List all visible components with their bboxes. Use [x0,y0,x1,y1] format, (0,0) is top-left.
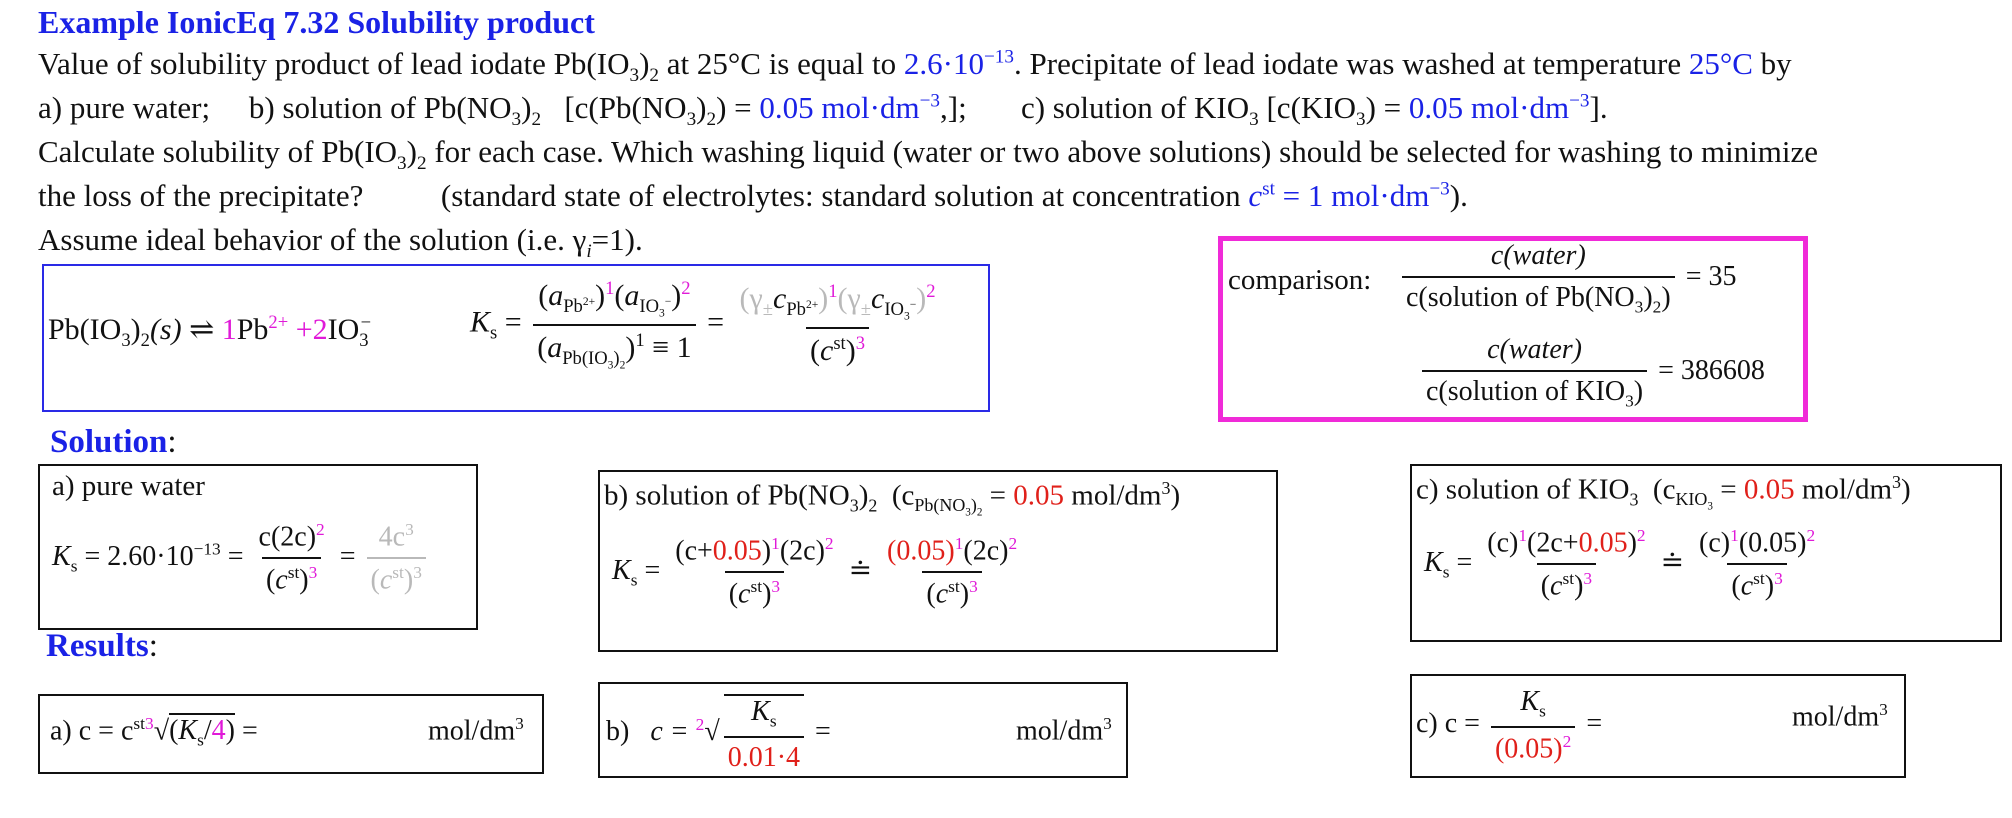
case-b-equation: $K_s$ = $\frac{(c+0.05)^1(2c)^2}{(c^{st})^3}$ ≐ $\frac{(0.05)^1(2c)^2}{(c^{st})^3}$ [612,534,1018,610]
ks-activity-fraction: $\frac{(a_{Pb^{2+}})^1(a_{IO_3^-})^2}{(a_{Pb(IO_3)_2})^1 \equiv 1}$ [533,278,695,371]
page-title: Example IonicEq 7.32 Solubility product [38,4,595,40]
ks-concentration-fraction: $\frac{(\gamma_\pm c_{Pb^{2+}})^1(\gamma_\pm c_{IO_3^-})^2}{(c^{st})^3}$ [739,281,936,368]
result-a-equation: a) $c = c^{st3}√(K_s/4)$ = [50,714,258,750]
solution-heading: Solution: [50,424,177,460]
results-heading: Results: [46,628,158,664]
case-a-title: a) pure water [52,470,205,502]
problem-line-1: Value of solubility product of lead iodate $Pb(IO_3)_2$ at 25°C is equal to $2.6\cdot 10^{-13}$. Precipitate of lead iodate was washed at temperature 25°C by [38,46,1792,87]
comparison-ratio-1: $\frac{\text{c(water)}}{c(solution of Pb(NO_3)_2)}$ = 35 [1398,240,1736,318]
result-b-unit: mol/$dm^3$ [1016,714,1112,747]
result-c-unit: mol/$dm^3$ [1792,700,1888,733]
reaction-equation: $Pb(IO_3)_2(s)$ ⇌ $1Pb^{2+} +2IO_3^-$ [48,312,372,351]
problem-line-4: the loss of the precipitate? (standard state of electrolytes: standard solution at concentration $c^{st} = 1$ $mol\cdot dm^{-3}$). [38,178,1468,213]
result-c-equation: c) c = $\frac{K_s}{(0.05)^2}$ = [1416,686,1603,764]
result-b-equation: b) c = $^2$√ $\frac{K_s}{0.01\cdot 4}$ = [606,696,831,773]
problem-line-3: Calculate solubility of $Pb(IO_3)_2$ for each case. Which washing liquid (water or two above solutions) should be selected for washing to minimize [38,134,1819,175]
comparison-ratio-2: $\frac{\text{c(water)}}{c(solution of KIO_3)}$ = 386608 [1418,334,1765,412]
problem-line-2: a) pure water; b) solution of $Pb(NO_3)_2$ [$c(Pb(NO_3)_2) = 0.05$ $mol\cdot dm^{-3}$,]; c) solution of $KIO_3$ [$c(KIO_3) = 0.05$ $mol\cdot dm^{-3}$]. [38,90,1608,131]
case-c-equation: $K_s$ = $\frac{(c)^1(2c+0.05)^2}{(c^{st})^3}$ ≐ $\frac{(c)^1(0.05)^2}{(c^{st})^3}$ [1424,526,1816,602]
ks-definition: $K_s$ = $\frac{(a_{Pb^{2+}})^1(a_{IO_3^-})^2}{(a_{Pb(IO_3)_2})^1 \equiv 1}$ = $\frac{(\gamma_\pm c_{Pb^{2+}})^1(\gamma_\pm c_{IO_3^-})^2}{(c^{st})^3}$ [470,278,944,371]
problem-line-5: Assume ideal behavior of the solution (i.e. $\gamma_i=1$). [38,222,643,263]
result-a-unit: mol/$dm^3$ [428,714,524,747]
comparison-label: comparison: [1228,264,1372,296]
case-b-title: b) solution of $Pb(NO_3)_2$ ($c_{Pb(NO_3)_2} = 0.05$ mol/$dm^3$) [604,478,1181,520]
case-a-equation: $K_s = 2.60\cdot 10^{-13}$ = $\frac{c(2c)^2}{(c^{st})^3}$ = $\frac{4c^3}{(c^{st})^3}$ [52,520,430,597]
case-c-title: c) solution of $KIO_3$ ($c_{KIO_3} = 0.05$ mol/$dm^3$) [1416,472,1911,514]
